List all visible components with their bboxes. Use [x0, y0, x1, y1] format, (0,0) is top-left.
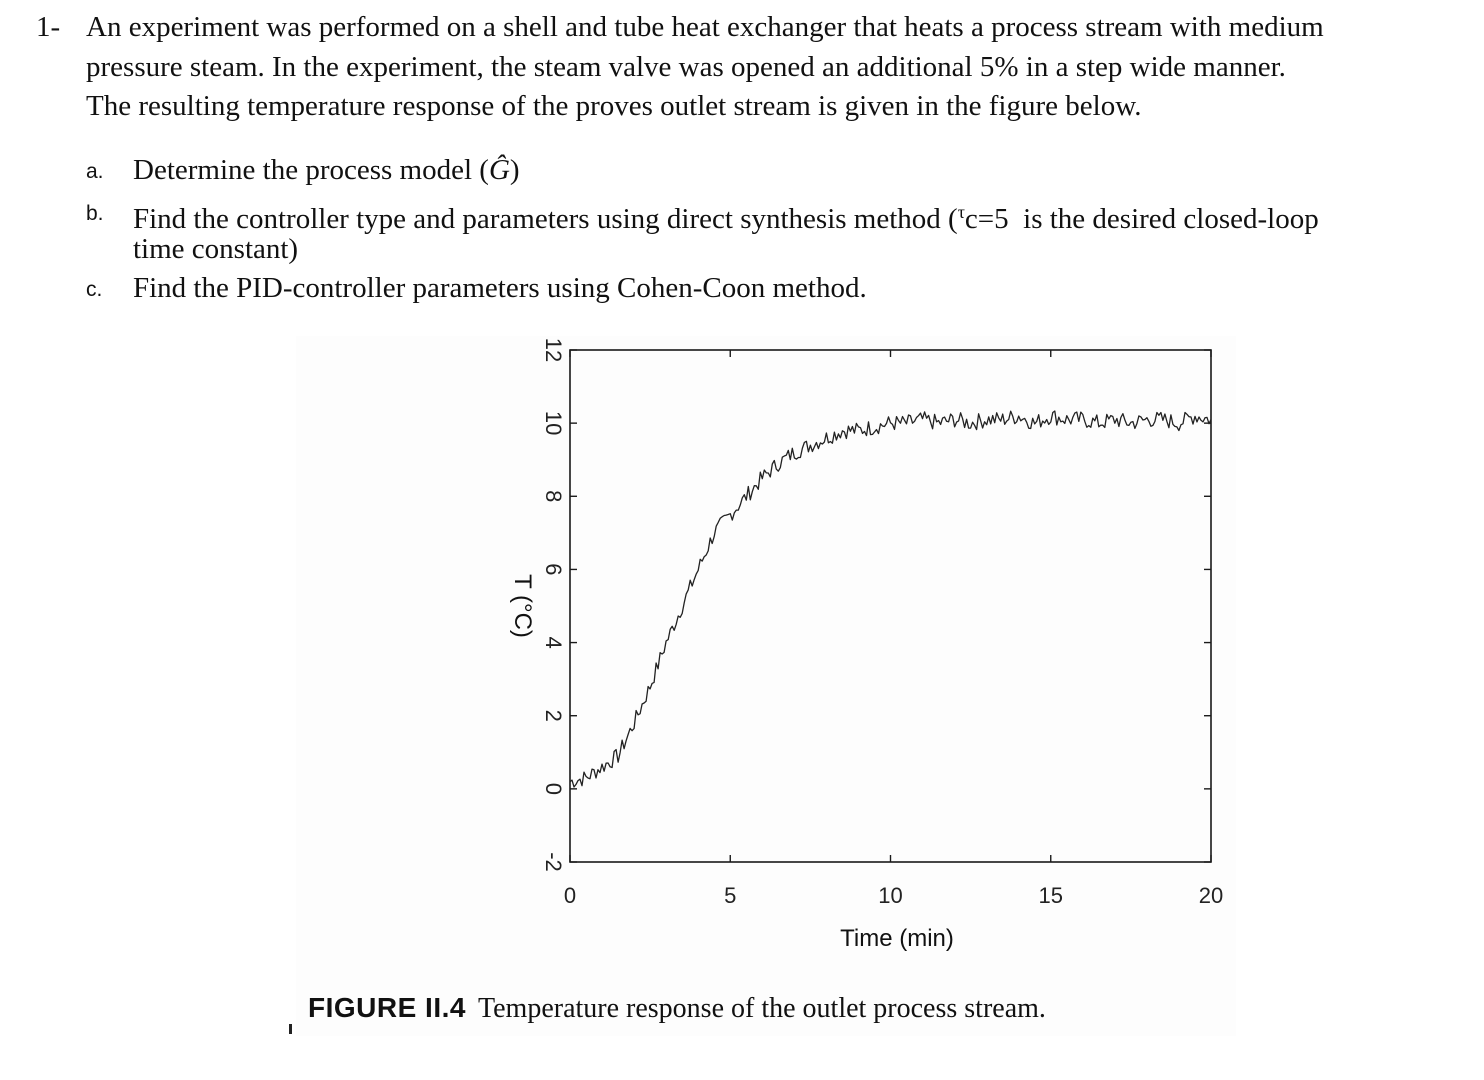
y-tick-label: 4 — [541, 636, 566, 649]
y-tick-label: 0 — [541, 782, 566, 795]
y-tick-label: 6 — [541, 563, 566, 576]
figure-label: FIGURE II.4 — [308, 992, 466, 1023]
figure-caption — [308, 992, 1046, 1025]
subquestion-a-letter: a. — [86, 160, 104, 183]
y-tick-label: 10 — [541, 410, 566, 436]
y-axis-title: T (°C) — [509, 574, 536, 638]
y-axis — [541, 338, 1211, 872]
y-tick-label: 12 — [541, 337, 566, 363]
plot-frame — [570, 350, 1211, 862]
series-line — [570, 411, 1211, 787]
y-tick-label: 8 — [541, 490, 566, 503]
x-tick-label: 0 — [563, 883, 577, 908]
tau-value: c=5 — [964, 203, 1009, 235]
x-tick-label: 10 — [878, 883, 903, 908]
subquestion-b-line2: time constant) — [133, 233, 299, 265]
caption-mark — [289, 1024, 292, 1034]
subquestion-b-letter: b. — [86, 202, 104, 225]
x-tick-label: 20 — [1198, 883, 1224, 908]
series-group — [570, 411, 1211, 787]
subquestion-b-text-main: Find the controller type and parameters using direct synthesis method ( — [133, 203, 958, 235]
problem-line-1: An experiment was performed on a shell and tube heat exchanger that heats a process stream with medium — [86, 11, 1324, 43]
tau-symbol: τ — [957, 202, 965, 222]
x-tick-label: 15 — [1038, 883, 1063, 908]
y-tick-label: 2 — [541, 709, 566, 722]
x-tick-label: 5 — [724, 883, 737, 908]
x-axis-title: Time (min) — [840, 925, 954, 952]
subquestion-a-text-close: ) — [509, 154, 520, 186]
subquestion-b-text-end: is the desired closed-loop — [1008, 203, 1319, 235]
y-tick-label: -2 — [541, 852, 566, 872]
subquestion-c-letter: c. — [86, 278, 103, 301]
x-axis — [564, 350, 1223, 908]
process-model-symbol: Ĝ — [488, 154, 510, 186]
problem-line-3: The resulting temperature response of the proves outlet stream is given in the figure below. — [86, 90, 1142, 122]
problem-number: 1- — [36, 11, 61, 43]
subquestion-c-text: Find the PID-controller parameters using Cohen-Coon method. — [133, 272, 867, 304]
problem-line-2: pressure steam. In the experiment, the steam valve was opened an additional 5% in a step wide manner. — [86, 50, 1286, 83]
subquestion-a-text-main: Determine the process model ( — [133, 154, 489, 186]
figure-caption-text: Temperature response of the outlet process stream. — [477, 993, 1046, 1024]
